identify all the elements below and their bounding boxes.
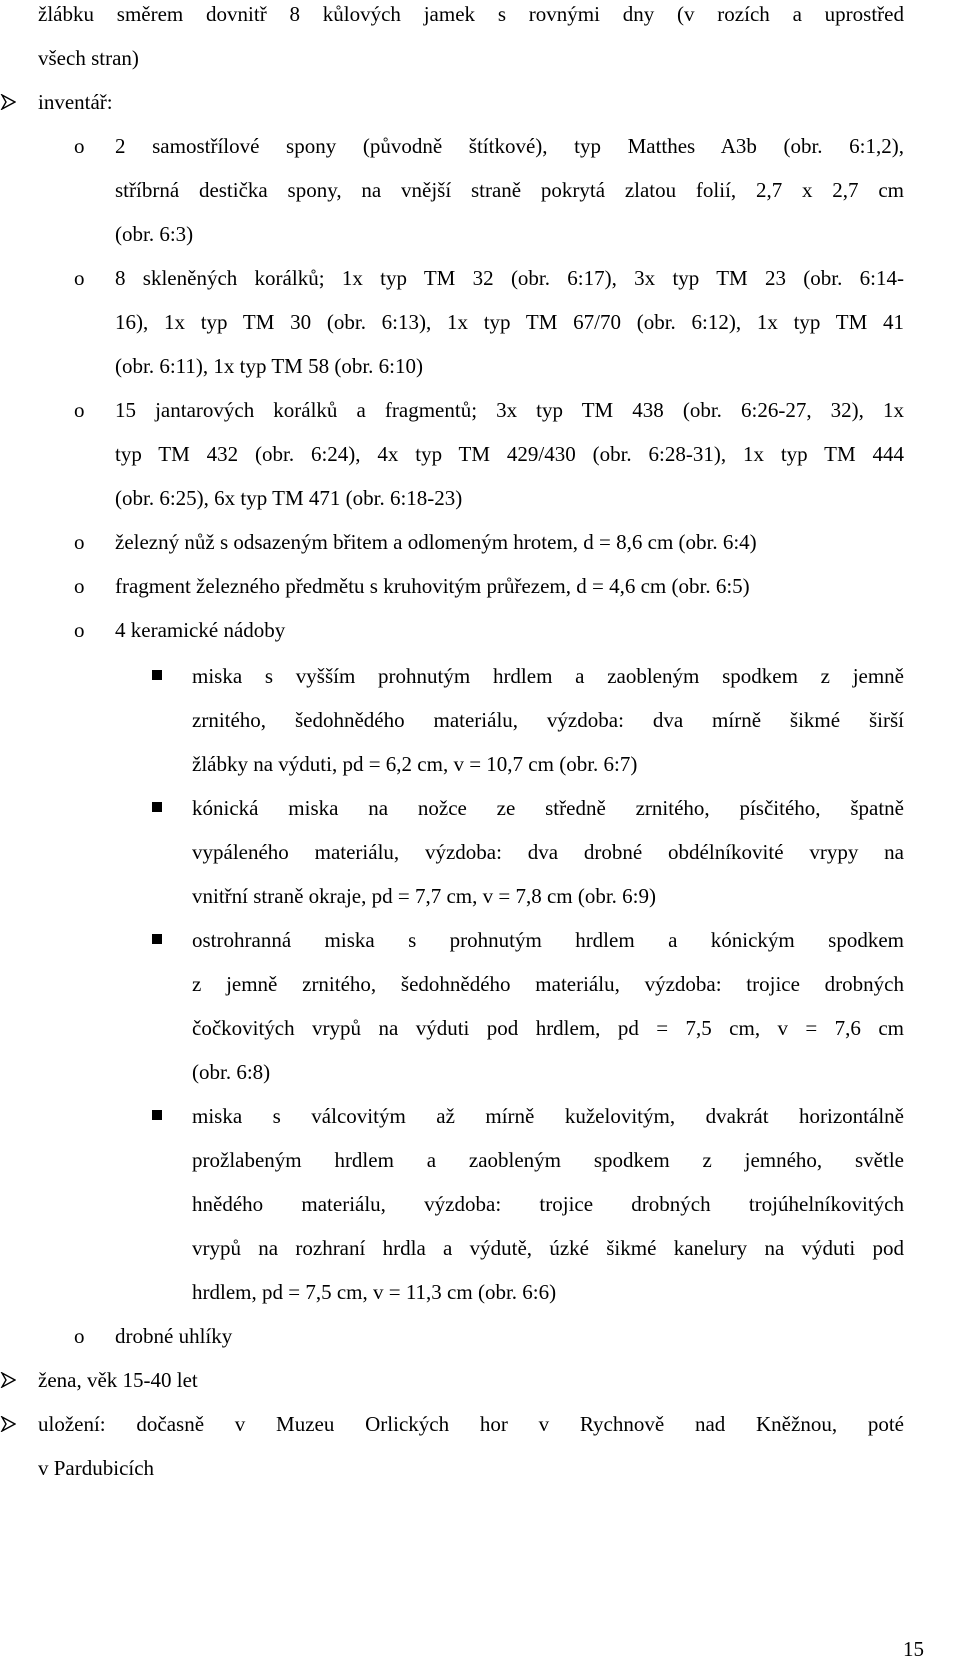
arrow-bullet-icon [0,94,16,110]
text-line: inventář: [38,90,113,114]
square-bullet-icon [152,670,162,680]
text-line: hnědého materiálu, výzdoba: trojice drobných trojúhelníkovitých [192,1192,904,1216]
circle-bullet: o [74,618,85,642]
text-line: drobné uhlíky [115,1324,233,1348]
circle-bullet: o [74,134,85,158]
text-line: z jemně zrnitého, šedohnědého materiálu, výzdoba: trojice drobných [192,972,904,996]
text-line: typ TM 432 (obr. 6:24), 4x typ TM 429/430 (obr. 6:28-31), 1x typ TM 444 [115,442,904,466]
circle-bullet: o [74,266,85,290]
circle-bullet: o [74,574,85,598]
text-line: prožlabeným hrdlem a zaobleným spodkem z jemného, světle [192,1148,904,1172]
page-number: 15 [903,1637,924,1661]
text-line: miska s válcovitým až mírně kuželovitým, dvakrát horizontálně [192,1104,904,1128]
text-line: vrypů na rozhraní hrdla a výdutě, úzké šikmé kanelury na výduti pod [192,1236,904,1260]
text-line: žlábky na výduti, pd = 6,2 cm, v = 10,7 cm (obr. 6:7) [192,752,638,776]
text-line: čočkovitých vrypů na výduti pod hrdlem, pd = 7,5 cm, v = 7,6 cm [192,1016,904,1040]
text-line: 2 samostřílové spony (původně štítkové), typ Matthes A3b (obr. 6:1,2), [115,134,904,158]
text-line: kónická miska na nožce ze středně zrnitého, písčitého, špatně [192,796,904,820]
text-line: v Pardubicích [38,1456,155,1480]
square-bullet-icon [152,802,162,812]
square-bullet-icon [152,1110,162,1120]
circle-bullet: o [74,530,85,554]
text-line: zrnitého, šedohnědého materiálu, výzdoba: dva mírně šikmé širší [192,708,904,732]
text-line: 4 keramické nádoby [115,618,286,642]
text-line: 15 jantarových korálků a fragmentů; 3x typ TM 438 (obr. 6:26-27, 32), 1x [115,398,904,422]
text-line: ostrohranná miska s prohnutým hrdlem a kónickým spodkem [192,928,904,952]
text-line: všech stran) [38,46,139,70]
text-line: fragment železného předmětu s kruhovitým průřezem, d = 4,6 cm (obr. 6:5) [115,574,750,598]
circle-bullet: o [74,1324,85,1348]
text-line: vypáleného materiálu, výzdoba: dva drobné obdélníkovité vrypy na [192,840,904,864]
arrow-bullet-icon [0,1372,16,1388]
text-line: (obr. 6:25), 6x typ TM 471 (obr. 6:18-23) [115,486,463,510]
text-line: železný nůž s odsazeným břitem a odlomeným hrotem, d = 8,6 cm (obr. 6:4) [115,530,757,554]
text-line: vnitřní straně okraje, pd = 7,7 cm, v = 7,8 cm (obr. 6:9) [192,884,657,908]
text-line: 16), 1x typ TM 30 (obr. 6:13), 1x typ TM 67/70 (obr. 6:12), 1x typ TM 41 [115,310,904,334]
text-line: (obr. 6:3) [115,222,194,246]
square-bullet-icon [152,934,162,944]
arrow-bullet-icon [0,1416,16,1432]
text-line: žena, věk 15-40 let [38,1368,198,1392]
text-line: uložení: dočasně v Muzeu Orlických hor v Rychnově nad Kněžnou, poté [38,1412,904,1436]
text-line: (obr. 6:11), 1x typ TM 58 (obr. 6:10) [115,354,423,378]
text-line: žlábku směrem dovnitř 8 kůlových jamek s rovnými dny (v rozích a uprostřed [38,2,904,26]
text-line: 8 skleněných korálků; 1x typ TM 32 (obr. 6:17), 3x typ TM 23 (obr. 6:14- [115,266,904,290]
text-line: hrdlem, pd = 7,5 cm, v = 11,3 cm (obr. 6:6) [192,1280,557,1304]
text-line: miska s vyšším prohnutým hrdlem a zaobleným spodkem z jemně [192,664,904,688]
circle-bullet: o [74,398,85,422]
text-line: (obr. 6:8) [192,1060,271,1084]
text-line: stříbrná destička spony, na vnější straně pokrytá zlatou folií, 2,7 x 2,7 cm [115,178,904,202]
